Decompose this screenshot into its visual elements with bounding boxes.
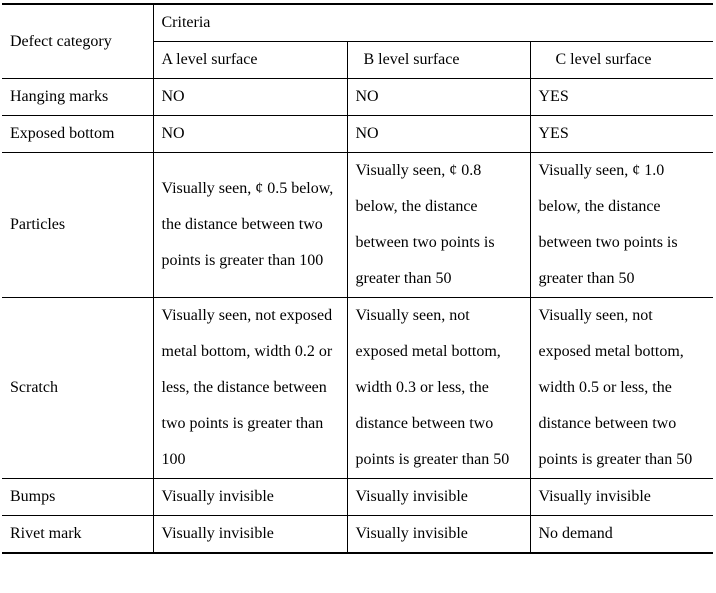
level-header-b: B level surface	[347, 42, 530, 79]
level-header-c: C level surface	[530, 42, 713, 79]
cell-a: NO	[153, 116, 347, 153]
cell-b: Visually seen, not exposed metal bottom, width 0.3 or less, the distance between two points is greater than 50	[347, 298, 530, 479]
header-row-criteria	[2, 4, 713, 42]
cell-b: NO	[347, 116, 530, 153]
cell-a: Visually invisible	[153, 479, 347, 516]
cell-a: NO	[153, 79, 347, 116]
cell-c: Visually seen, not exposed metal bottom, width 0.5 or less, the distance between two points is greater than 50	[530, 298, 713, 479]
row-category-particles: Particles	[2, 153, 153, 298]
cell-b: Visually invisible	[347, 516, 530, 554]
level-header-a: A level surface	[153, 42, 347, 79]
criteria-table-container	[2, 3, 713, 554]
cell-a: Visually seen, not exposed metal bottom, width 0.2 or less, the distance between two points is greater than 100	[153, 298, 347, 479]
table-row	[2, 79, 713, 116]
cell-b: NO	[347, 79, 530, 116]
table-row	[2, 298, 713, 479]
defect-category-header: Defect category	[2, 4, 153, 79]
cell-c: YES	[530, 116, 713, 153]
cell-b: Visually invisible	[347, 479, 530, 516]
row-category-bumps: Bumps	[2, 479, 153, 516]
cell-a: Visually invisible	[153, 516, 347, 554]
criteria-table	[2, 3, 713, 554]
row-category-hanging-marks: Hanging marks	[2, 79, 153, 116]
row-category-rivet-mark: Rivet mark	[2, 516, 153, 554]
criteria-header: Criteria	[153, 4, 713, 42]
table-row	[2, 516, 713, 554]
row-category-scratch: Scratch	[2, 298, 153, 479]
cell-c: Visually seen, ¢ 1.0 below, the distance between two points is greater than 50	[530, 153, 713, 298]
cell-c: Visually invisible	[530, 479, 713, 516]
cell-c: YES	[530, 79, 713, 116]
cell-b: Visually seen, ¢ 0.8 below, the distance between two points is greater than 50	[347, 153, 530, 298]
table-row	[2, 116, 713, 153]
cell-a: Visually seen, ¢ 0.5 below, the distance between two points is greater than 100	[153, 153, 347, 298]
table-row	[2, 479, 713, 516]
table-row	[2, 153, 713, 298]
cell-c: No demand	[530, 516, 713, 554]
row-category-exposed-bottom: Exposed bottom	[2, 116, 153, 153]
